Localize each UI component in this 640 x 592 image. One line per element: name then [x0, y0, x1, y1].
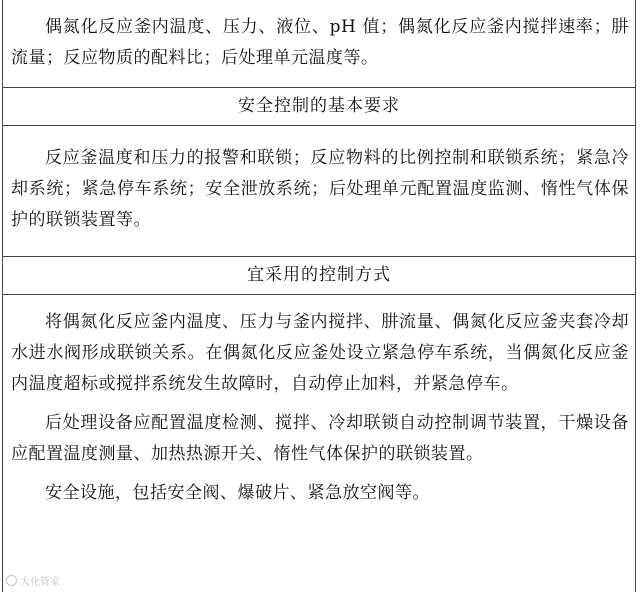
monitoring-parameters-row — [3, 0, 635, 88]
basic-requirements-row — [3, 126, 635, 257]
control-method-row — [3, 295, 635, 592]
watermark — [6, 573, 60, 588]
basic-requirements-text: 反应釜温度和压力的报警和联锁；反应物料的比例控制和联锁系统；紧急冷却系统；紧急停车系统；安全泄放系统；后处理单元配置温度监测、惰性气体保护的联锁装置等。 — [11, 148, 629, 230]
basic-requirements-heading-row — [3, 88, 635, 126]
control-method-paragraph-2: 后处理设备应配置温度检测、搅拌、冷却联锁自动控制调节装置，干燥设备应配置温度测量、加热热源开关、惰性气体保护的联锁装置。 — [11, 413, 629, 464]
content-table — [2, 0, 636, 592]
control-method-paragraph-3: 安全设施，包括安全阀、爆破片、紧急放空阀等。 — [45, 483, 430, 503]
monitoring-parameters-text: 偶氮化反应釜内温度、压力、液位、pH 值；偶氮化反应釜内搅拌速率；肼流量；反应物质的配料比；后处理单元温度等。 — [11, 17, 629, 68]
watermark-logo-icon — [6, 575, 17, 586]
watermark-text: 大化管家 — [20, 577, 60, 588]
basic-requirements-heading: 安全控制的基本要求 — [238, 96, 400, 116]
control-method-paragraph-1: 将偶氮化反应釜内温度、压力与釜内搅拌、肼流量、偶氮化反应釜夹套冷却水进水阀形成联锁关系。在偶氮化反应釜处设立紧急停车系统，当偶氮化反应釜内温度超标或搅拌系统发生故障时，自动停止加料，并紧急停车。 — [11, 312, 629, 394]
control-method-heading-row — [3, 257, 635, 295]
control-method-heading: 宜采用的控制方式 — [247, 265, 391, 285]
